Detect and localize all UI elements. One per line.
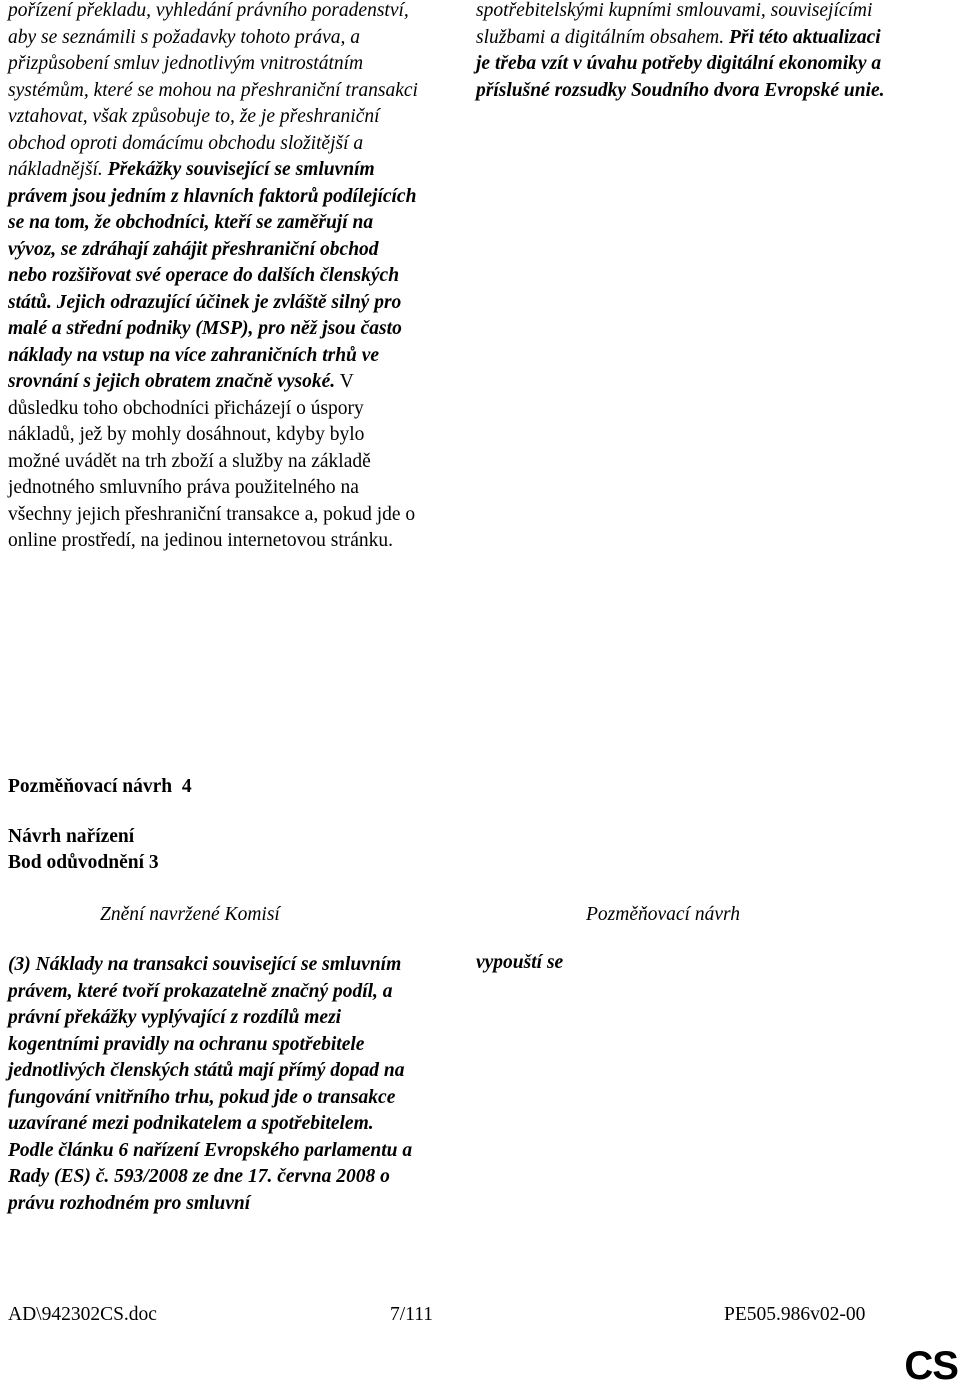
amendment-number: 4 <box>181 776 192 797</box>
proposal-line2: Bod odůvodnění 3 <box>8 852 159 873</box>
footer-page-number: 7/111 <box>390 1304 433 1325</box>
left-text-part3: Jejich odrazující účinek je zvláště silný pro malé a střední podniky (MSP), pro něž jsou často náklady na vstup na více zahraničních trhů ve srovnání s jejich obratem značně vysoké. <box>8 291 402 392</box>
footer-doc-ref: AD\942302CS.doc <box>8 1304 157 1325</box>
left-column-text <box>8 0 418 555</box>
amendment-heading <box>8 776 192 798</box>
amendment-label: Pozměňovací návrh <box>8 776 173 797</box>
right-column-text <box>476 0 896 104</box>
amendment-text-header: Pozměňovací návrh <box>586 904 740 925</box>
proposal-heading <box>8 824 159 876</box>
left-text-part1: pořízení překladu, vyhledání právního poradenství, aby se seznámili s požadavky tohoto práva, a přizpůsobení smluv jednotlivým vnitrostátním systémům, které se mohou na přeshraniční transakci vztahovat, však způsobuje to, že je přeshraniční obchod oproti domácímu obchodu složitější a nákladnější. <box>8 0 418 180</box>
left-text-part2: Překážky související se smluvním právem jsou jedním z hlavních faktorů podílejících se na tom, že obchodníci, kteří se zaměřují na vývoz, se zdráhají zahájit přeshraniční obchod nebo rozšiřovat své operace do dalších členských států. <box>8 159 417 313</box>
recital-amended-text: vypouští se <box>476 952 564 973</box>
proposal-line1: Návrh nařízení <box>8 826 135 847</box>
recital-original-text: (3) Náklady na transakci související se smluvním právem, které tvoří prokazatelně značný podíl, a právní překážky vyplývající z rozdílů mezi kogentními pravidly na ochranu spotřebitele jednotlivých členských států mají přímý dopad na fungování vnitřního trhu, pokud jde o transakce uzavírané mezi podnikatelem a spotřebitelem. Podle článku 6 nařízení Evropského parlamentu a Rady (ES) č. 593/2008 ze dne 17. června 2008 o právu rozhodném pro smluvní <box>8 954 413 1214</box>
right-text-part1: spotřebitelskými kupními smlouvami, souvisejícími službami a digitálním obsahem. <box>476 0 873 48</box>
commission-text-header: Znění navržené Komisí <box>100 904 280 925</box>
language-code: CS <box>904 1344 958 1388</box>
right-text-part2: Při této aktualizaci je třeba vzít v úvahu potřeby digitální ekonomiky a příslušné rozsudky Soudního dvora Evropské unie. <box>476 26 885 101</box>
footer-pe-ref: PE505.986v02-00 <box>724 1304 866 1325</box>
left-text-part4: V důsledku toho obchodníci přicházejí o úspory nákladů, jež by mohly dosáhnout, kdyby bylo možné uvádět na trh zboží a služby na základě jednotného smluvního práva použitelného na všechny jejich přeshraniční transakce a, pokud jde o online prostředí, na jedinou internetovou stránku. <box>8 371 416 551</box>
